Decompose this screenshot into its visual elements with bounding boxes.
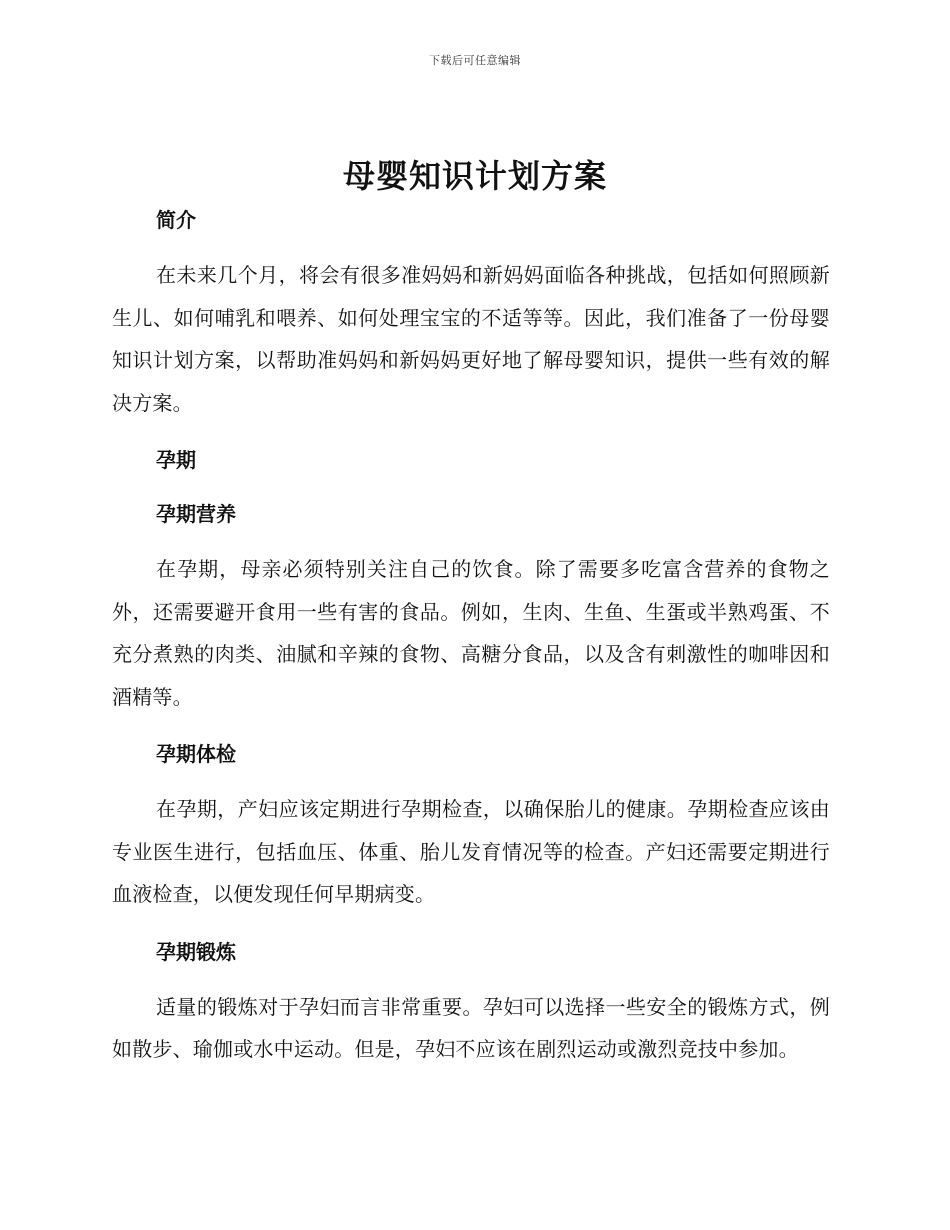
paragraph-exercise: 适量的锻炼对于孕妇而言非常重要。孕妇可以选择一些安全的锻炼方式，例如散步、瑜伽或水中运动。但是，孕妇不应该在剧烈运动或激烈竞技中参加。 [112,994,830,1061]
spacer [112,480,830,494]
spacer [112,972,830,986]
section-heading-nutrition: 孕期营养 [156,502,236,526]
document-body [112,200,830,1071]
paragraph-checkup: 在孕期，产妇应该定期进行孕期检查，以确保胎儿的健康。孕期检查应该由专业医生进行，包括血压、体重、胎儿发育情况等的检查。产妇还需要定期进行血液检查，以便发现任何早期病变。 [112,797,830,906]
section-heading-pregnancy: 孕期 [156,448,196,472]
page-header: 下载后可任意编辑 [429,54,521,67]
document-title: 母婴知识计划方案 [342,157,607,195]
section-heading-exercise: 孕期锻炼 [156,939,236,964]
section-heading-checkup: 孕期体检 [156,742,236,766]
paragraph-intro: 在未来几个月，将会有很多准妈妈和新妈妈面临各种挑战，包括如何照顾新生儿、如何哺乳和喂养、如何处理宝宝的不适等等。因此，我们准备了一份母婴知识计划方案，以帮助准妈妈和新妈妈更好地了解母婴知识，提供一些有效的解决方案。 [112,263,830,415]
spacer [112,916,830,932]
spacer [112,424,830,440]
spacer [112,774,830,788]
paragraph-nutrition: 在孕期，母亲必须特别关注自己的饮食。除了需要多吃富含营养的食物之外，还需要避开食用一些有害的食品。例如，生肉、生鱼、生蛋或半熟鸡蛋、不充分煮熟的肉类、油腻和辛辣的食物、高糖分食品，以及含有刺激性的咖啡因和酒精等。 [112,557,830,709]
spacer [112,718,830,734]
spacer [112,534,830,548]
spacer [112,240,830,254]
section-heading-intro: 简介 [156,208,196,232]
